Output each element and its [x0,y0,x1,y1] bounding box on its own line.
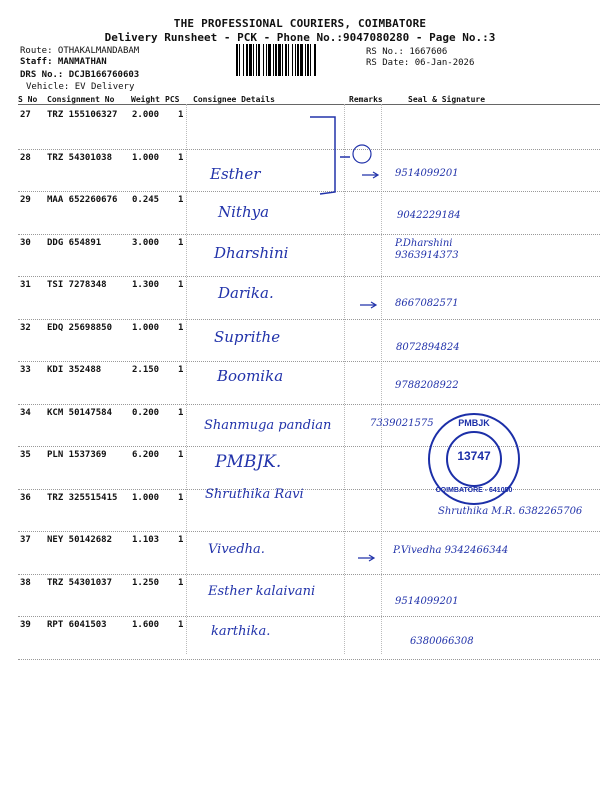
row-weight: 1.000 [132,492,160,503]
col-divider [381,104,382,654]
row-divider [18,404,600,405]
rs-number: RS No.: 1667606 [366,47,448,57]
col-header-consignment: Consignment No [47,95,115,104]
handwritten-consignee: Dharshini [214,244,289,262]
stamp-top-text: PMBJK [458,418,490,428]
handwritten-consignee: Shruthika Ravi [205,487,304,502]
handwritten-consignee: Darika. [218,284,274,302]
row-divider [18,361,600,362]
handwritten-consignee: Shanmuga pandian [204,418,332,433]
row-consignment-no: TRZ 54301038 [47,152,113,163]
row-weight: 1.250 [132,577,160,588]
handwritten-signature: P.Dharshini 9363914373 [395,238,459,261]
row-weight: 0.245 [132,195,160,205]
handwritten-signature: 9514099201 [395,596,459,607]
handwritten-consignee: Nithya [218,203,270,221]
col-header-signature: Seal & Signature [408,95,486,104]
row-weight: 6.200 [132,450,160,460]
handwritten-signature: Shruthika M.R. 6382265706 [438,506,583,517]
row-divider [18,276,600,277]
row-consignment-no: DDG 654891 [47,237,102,248]
row-consignment-no: PLN 1537369 [47,450,107,460]
row-weight: 1.300 [132,280,160,290]
company-title: THE PROFESSIONAL COURIERS, COIMBATORE [173,17,427,30]
row-sno: 38 [20,577,31,588]
handwritten-signature: 9042229184 [397,210,461,221]
row-consignment-no: EDQ 25698850 [47,322,113,333]
row-pcs: 1 [178,365,184,375]
row-pcs: 1 [178,450,184,460]
col-header-consignee: Consignee Details [193,95,275,104]
handwritten-consignee: PMBJK. [215,452,282,472]
row-sno: 31 [20,280,31,290]
company-stamp [428,413,520,505]
handwritten-consignee: Esther [210,165,261,183]
header-rule [18,104,600,105]
row-pcs: 1 [178,577,184,588]
arrow-icon [360,170,382,180]
barcode [236,44,362,76]
row-pcs: 1 [178,535,184,545]
handwritten-signature: 8667082571 [395,298,459,309]
row-consignment-no: TRZ 54301037 [47,577,113,588]
row-divider [18,234,600,235]
row-weight: 1.000 [132,152,160,163]
runsheet-subtitle: Delivery Runsheet - PCK - Phone No.:9047080280 - Page No.:3 [104,31,496,44]
row-sno: 29 [20,195,31,205]
row-sno: 35 [20,450,31,460]
route-label: Route: OTHAKALMANDABAM [20,46,140,56]
barcode-bar [316,44,317,76]
handwritten-consignee: karthika. [211,624,271,639]
row-consignment-no: NEY 50142682 [47,535,113,545]
bracket-mark [300,112,380,202]
row-pcs: 1 [178,620,184,630]
handwritten-consignee: Boomika [217,367,284,385]
arrow-icon [356,553,378,563]
col-divider [186,104,187,654]
row-consignment-no: RPT 6041503 [47,620,107,630]
row-consignment-no: TRZ 155106327 [47,110,118,120]
row-divider [18,574,600,575]
row-pcs: 1 [178,280,184,290]
row-pcs: 1 [178,152,184,163]
row-pcs: 1 [178,237,184,248]
row-pcs: 1 [178,195,184,205]
row-weight: 2.000 [132,110,160,120]
row-divider [18,659,600,660]
row-sno: 28 [20,152,31,163]
vehicle-label: Vehicle: EV Delivery [26,82,135,92]
staff-label: Staff: MANMATHAN [20,57,107,67]
row-consignment-no: TRZ 325515415 [47,492,118,503]
row-weight: 1.000 [132,322,160,333]
row-sno: 34 [20,407,31,418]
handwritten-signature: 6380066308 [410,636,474,647]
col-header-remarks: Remarks [349,95,383,104]
rs-date: RS Date: 06-Jan-2026 [366,58,475,68]
row-consignment-no: KDI 352488 [47,365,102,375]
row-sno: 37 [20,535,31,545]
row-sno: 32 [20,322,31,333]
row-divider [18,616,600,617]
row-sno: 33 [20,365,31,375]
arrow-icon [358,300,380,310]
row-sno: 30 [20,237,31,248]
handwritten-consignee: Esther kalaivani [208,584,316,599]
row-pcs: 1 [178,322,184,333]
handwritten-signature: 8072894824 [396,342,460,353]
row-pcs: 1 [178,407,184,418]
row-weight: 3.000 [132,237,160,248]
row-pcs: 1 [178,110,184,120]
row-consignment-no: MAA 652260676 [47,195,118,205]
col-header-weight: Weight [131,95,160,104]
stamp-bottom-text: COIMBATORE - 641050 [435,487,513,494]
handwritten-signature: 9788208922 [395,380,459,391]
handwritten-consignee: Suprithe [214,328,281,346]
row-sno: 39 [20,620,31,630]
handwritten-signature: 7339021575 [370,418,434,429]
col-header-sno: S No [18,95,38,104]
row-weight: 2.150 [132,365,160,375]
row-consignment-no: KCM 50147584 [47,407,113,418]
row-sno: 36 [20,492,31,503]
col-header-pcs: PCS [165,95,180,104]
row-divider [18,531,600,532]
row-pcs: 1 [178,492,184,503]
drs-label: DRS No.: DCJB166760603 [20,70,140,80]
stamp-code: 13747 [457,449,491,463]
handwritten-consignee: Vivedha. [208,542,265,557]
row-weight: 1.103 [132,535,160,545]
row-consignment-no: TSI 7278348 [47,280,107,290]
row-sno: 27 [20,110,31,120]
row-divider [18,319,600,320]
row-weight: 0.200 [132,407,160,418]
handwritten-signature: P.Vivedha 9342466344 [393,545,509,556]
row-weight: 1.600 [132,620,160,630]
handwritten-signature: 9514099201 [395,168,459,179]
